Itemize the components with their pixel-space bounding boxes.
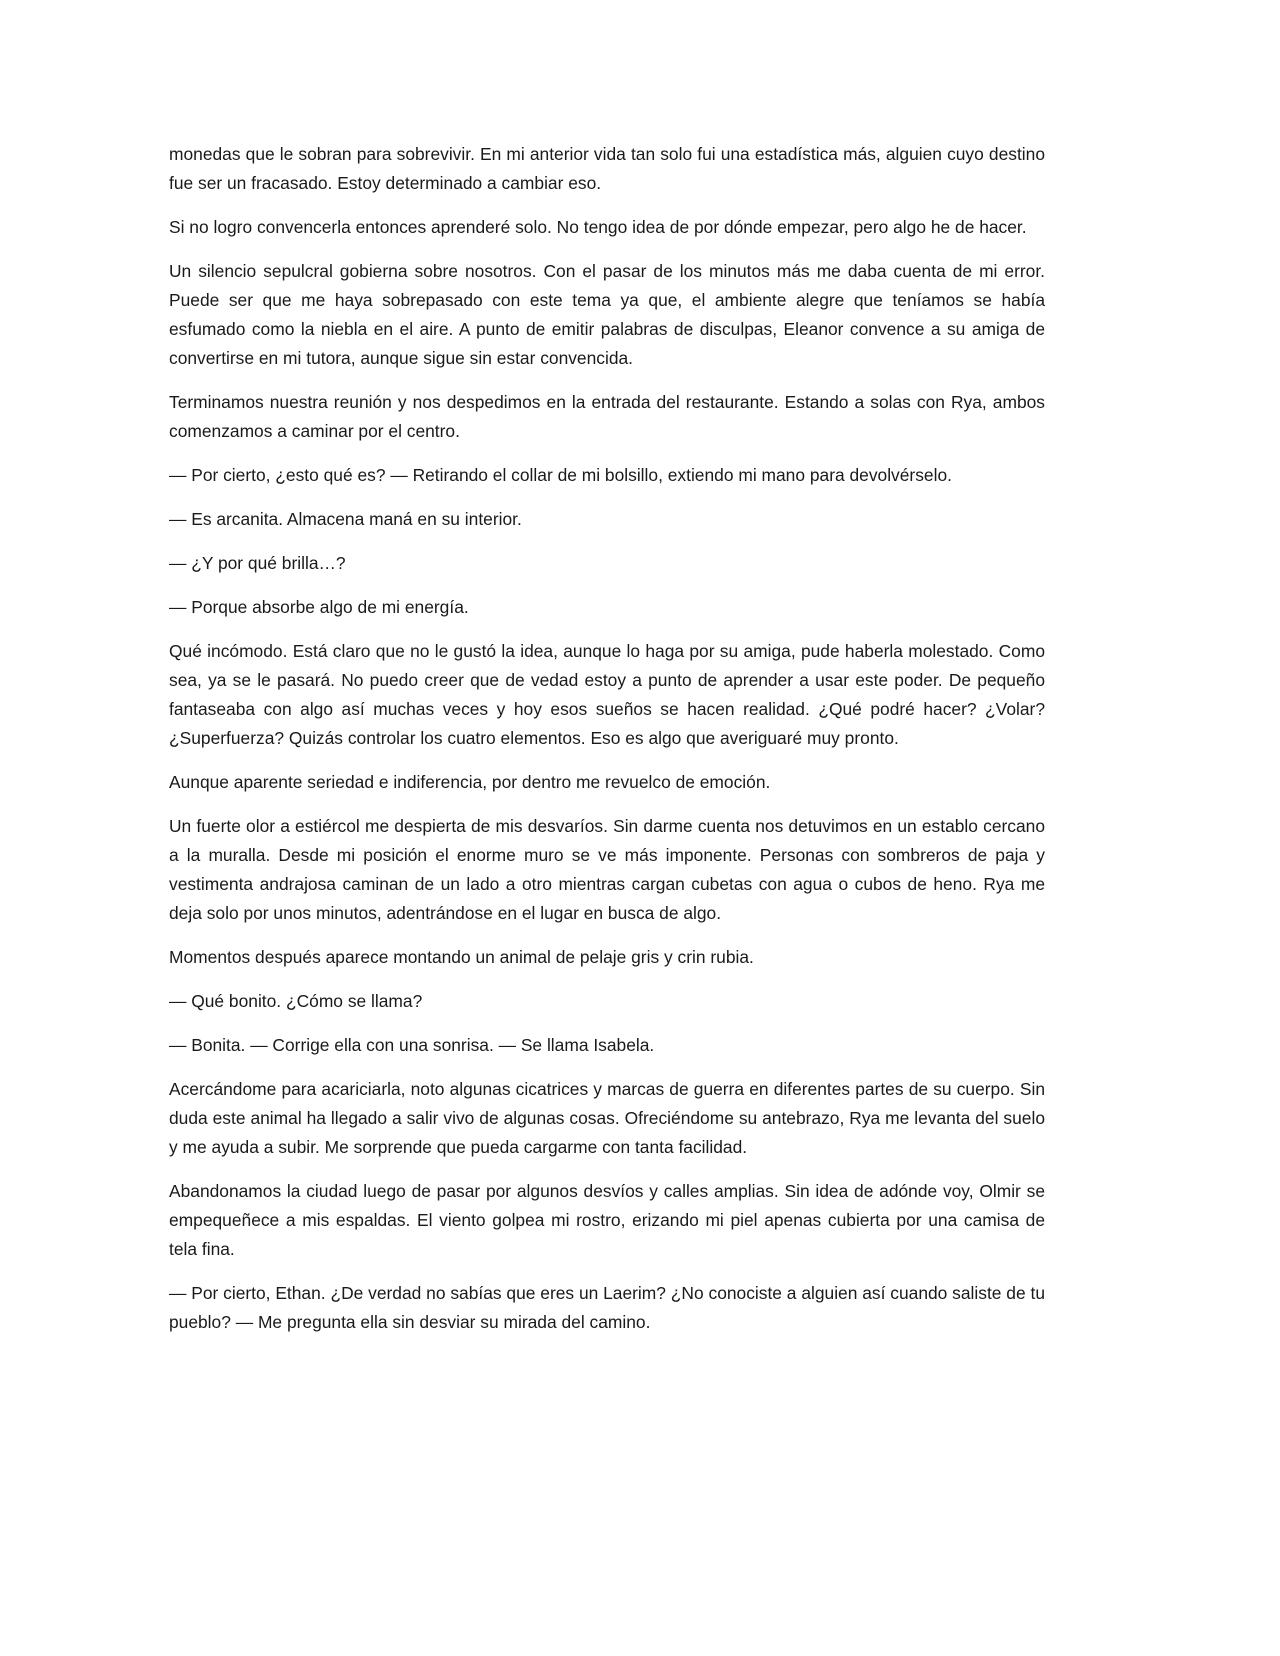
paragraph: Momentos después aparece montando un animal de pelaje gris y crin rubia. <box>169 946 754 967</box>
paragraph: Un fuerte olor a estiércol me despierta de mis desvaríos. Sin darme cuenta nos detuvimos en un establo cercano a la muralla. Desde mi posición el enorme muro se ve más imponente. Personas con sombreros de paja y vestimenta andrajosa caminan de un lado a otro mientras cargan cubetas con agua o cubos de heno. Rya me deja solo por unos minutos, adentrándose en el lugar en busca de algo. <box>169 816 1045 923</box>
document-page <box>169 140 1045 1352</box>
paragraph: Qué incómodo. Está claro que no le gustó la idea, aunque lo haga por su amiga, pude haberla molestado. Como sea, ya se le pasará. No puedo creer que de vedad estoy a punto de aprender a usar este poder. De pequeño fantaseaba con algo así muchas veces y hoy esos sueños se hacen realidad. ¿Qué podré hacer? ¿Volar? ¿Superfuerza? Quizás controlar los cuatro elementos. Eso es algo que averiguaré muy pronto. <box>169 641 1045 748</box>
paragraph: Si no logro convencerla entonces aprenderé solo. No tengo idea de por dónde empezar, pero algo he de hacer. <box>169 216 1027 237</box>
paragraph: — Por cierto, ¿esto qué es? — Retirando el collar de mi bolsillo, extiendo mi mano para devolvérselo. <box>169 464 952 485</box>
paragraph: — ¿Y por qué brilla…? <box>169 553 346 574</box>
paragraph: — Bonita. — Corrige ella con una sonrisa. — Se llama Isabela. <box>169 1035 655 1056</box>
paragraph: Un silencio sepulcral gobierna sobre nosotros. Con el pasar de los minutos más me daba cuenta de mi error. Puede ser que me haya sobrepasado con este tema ya que, el ambiente alegre que teníamos se había esfumado como la niebla en el aire. A punto de emitir palabras de disculpas, Eleanor convence a su amiga de convertirse en mi tutora, aunque sigue sin estar convencida. <box>169 261 1045 368</box>
paragraph: — Es arcanita. Almacena maná en su interior. <box>169 508 522 529</box>
paragraph: — Qué bonito. ¿Cómo se llama? <box>169 991 423 1012</box>
paragraph: Terminamos nuestra reunión y nos despedimos en la entrada del restaurante. Estando a solas con Rya, ambos comenzamos a caminar por el centro. <box>169 391 1045 441</box>
paragraph: Abandonamos la ciudad luego de pasar por algunos desvíos y calles amplias. Sin idea de adónde voy, Olmir se empequeñece a mis espaldas. El viento golpea mi rostro, erizando mi piel apenas cubierta por una camisa de tela fina. <box>169 1181 1045 1259</box>
paragraph: Aunque aparente seriedad e indiferencia, por dentro me revuelco de emoción. <box>169 772 771 793</box>
paragraph: monedas que le sobran para sobrevivir. En mi anterior vida tan solo fui una estadística más, alguien cuyo destino fue ser un fracasado. Estoy determinado a cambiar eso. <box>169 144 1045 193</box>
paragraph: — Por cierto, Ethan. ¿De verdad no sabías que eres un Laerim? ¿No conociste a alguien así cuando saliste de tu pueblo? — Me pregunta ella sin desviar su mirada del camino. <box>169 1282 1045 1332</box>
paragraph: Acercándome para acariciarla, noto algunas cicatrices y marcas de guerra en diferentes partes de su cuerpo. Sin duda este animal ha llegado a salir vivo de algunas cosas. Ofreciéndome su antebrazo, Rya me levanta del suelo y me ayuda a subir. Me sorprende que pueda cargarme con tanta facilidad. <box>169 1079 1045 1157</box>
paragraph: — Porque absorbe algo de mi energía. <box>169 597 469 618</box>
